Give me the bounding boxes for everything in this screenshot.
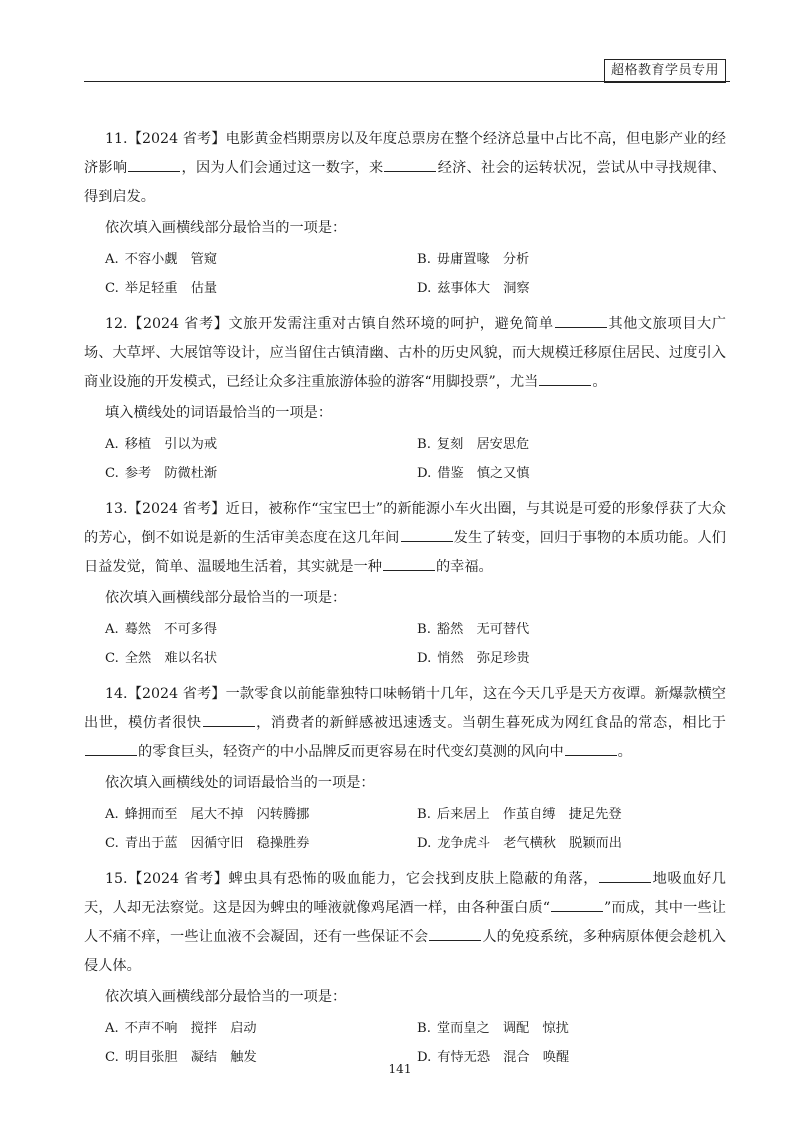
option-letter: A.: [105, 1021, 119, 1036]
stem-text: 蜱虫具有恐怖的吸血能力，它会找到皮肤上隐蔽的角落，: [228, 871, 599, 887]
option-a: [105, 800, 417, 829]
question-stem: [84, 680, 726, 767]
option-letter: A.: [105, 807, 119, 822]
option-letter: D.: [417, 836, 432, 851]
answer-blank: [203, 712, 255, 727]
option-letter: A.: [105, 252, 119, 267]
stem-text: 文旅开发需注重对古镇自然环境的呵护，避免简单: [228, 316, 554, 332]
option-list: [84, 800, 726, 858]
answer-blank: [555, 313, 607, 328]
option-c: [105, 644, 417, 673]
option-letter: C.: [105, 836, 119, 851]
option-text: 全然 难以名状: [124, 651, 218, 666]
option-text: 蓦然 不可多得: [124, 622, 218, 637]
option-list: [84, 615, 726, 673]
option-letter: A.: [105, 437, 119, 452]
option-c: [105, 274, 417, 303]
stem-text: 发生了转变，回归于事物的本质功能。人们日益发觉，简单、温暖地生活着，其实就是一种: [84, 530, 726, 575]
option-text: 明目张胆 凝结 触发: [124, 1050, 257, 1065]
header-divider: [84, 81, 730, 82]
page-number: 141: [388, 1062, 412, 1076]
option-letter: D.: [417, 1050, 432, 1065]
option-b: [417, 615, 726, 644]
option-d: [417, 274, 726, 303]
option-list: [84, 245, 726, 303]
stem-text: 电影黄金档期票房以及年度总票房在整个经济总量中占比不高，但电影产业的经济影响: [84, 131, 726, 176]
answer-blank: [429, 926, 481, 941]
question-11: [84, 125, 726, 303]
option-letter: D.: [417, 466, 432, 481]
stem-text: 其他文旅项目大广场、大草坪、大展馆等设计，应当留住古镇清幽、古朴的历史风貌，而大规模迁移原住居民、过度引入商业设施的开发模式，已经让众多注重旅游体验的游客“用脚投票”，尤当: [84, 316, 726, 390]
stem-text: ，消费者的新鲜感被迅速透支。当朝生暮死成为网红食品的常态，相比于: [255, 715, 726, 731]
option-text: 参考 防微杜渐: [124, 466, 218, 481]
option-text: 堂而皇之 调配 惊扰: [436, 1021, 569, 1036]
option-b: [417, 1014, 726, 1043]
answer-blank: [383, 556, 435, 571]
question-source: 【2024 省考】: [127, 686, 226, 702]
option-d: [417, 459, 726, 488]
option-text: 蜂拥而至 尾大不掉 闪转腾挪: [124, 807, 310, 822]
option-text: 后来居上 作茧自缚 捷足先登: [436, 807, 622, 822]
question-source: 【2024 省考】: [127, 131, 226, 147]
option-d: [417, 829, 726, 858]
option-a: [105, 245, 417, 274]
option-list: [84, 430, 726, 488]
question-stem: [84, 125, 726, 212]
answer-blank: [551, 897, 603, 912]
option-text: 不声不响 搅拌 启动: [124, 1021, 257, 1036]
option-text: 兹事体大 洞察: [437, 281, 530, 296]
stem-text: 。: [617, 744, 632, 760]
question-number: 14.: [105, 686, 128, 702]
question-prompt: 依次填入画横线部分最恰当的一项是：: [105, 989, 347, 1005]
question-prompt: 依次填入画横线部分最恰当的一项是：: [105, 590, 347, 606]
option-letter: B.: [417, 1021, 431, 1036]
stem-text: 经济、社会的运转状况，尝试从中寻找规律、得到启发。: [84, 160, 726, 205]
option-a: [105, 615, 417, 644]
option-c: [105, 829, 417, 858]
option-text: 豁然 无可替代: [436, 622, 530, 637]
option-letter: B.: [417, 252, 431, 267]
option-a: [105, 430, 417, 459]
question-source: 【2024 省考】: [127, 871, 229, 887]
question-prompt: 依次填入画横线部分最恰当的一项是：: [105, 220, 347, 236]
option-c: [105, 459, 417, 488]
answer-blank: [128, 157, 180, 172]
option-b: [417, 245, 726, 274]
option-text: 移植 引以为戒: [124, 437, 218, 452]
option-letter: B.: [417, 437, 431, 452]
option-d: [417, 644, 726, 673]
option-letter: B.: [417, 622, 431, 637]
answer-blank: [401, 527, 453, 542]
question-stem: [84, 495, 726, 582]
header-label: 超格教育学员专用: [604, 59, 726, 83]
question-13: [84, 495, 726, 673]
question-number: 11.: [105, 131, 128, 147]
option-letter: A.: [105, 622, 119, 637]
option-text: 复刻 居安思危: [436, 437, 530, 452]
question-14: [84, 680, 726, 858]
stem-text: 的幸福。: [435, 559, 493, 575]
stem-text: 人的免疫系统，多种病原体便会趁机入侵人体。: [84, 929, 726, 974]
option-letter: B.: [417, 807, 431, 822]
question-prompt: 依次填入画横线处的词语最恰当的一项是：: [105, 775, 375, 791]
stem-text: 的零食巨头，轻资产的中小品牌反而更容易在时代变幻莫测的风向中: [138, 744, 564, 760]
option-letter: C.: [105, 466, 119, 481]
answer-blank: [599, 868, 651, 883]
stem-text: 一款零食以前能靠独特口味畅销十几年，这在今天几乎是天方夜谭。新爆款横空出世，模仿者很快: [84, 686, 726, 731]
stem-text: 。: [592, 374, 607, 390]
stem-text: ，因为人们会通过这一数字，来: [181, 160, 384, 176]
question-prompt: 填入横线处的词语最恰当的一项是：: [105, 405, 333, 421]
question-source: 【2024 省考】: [127, 316, 229, 332]
option-a: [105, 1014, 417, 1043]
stem-text: 地吸血好几天，人却无法察觉。这是因为蜱虫的唾液就像鸡尾酒一样，由各种蛋白质“: [84, 871, 726, 916]
answer-blank: [565, 741, 617, 756]
option-b: [417, 430, 726, 459]
option-letter: D.: [417, 281, 432, 296]
option-text: 不容小觑 管窥: [124, 252, 218, 267]
answer-blank: [384, 157, 436, 172]
answer-blank: [85, 741, 137, 756]
option-text: 悄然 弥足珍贵: [437, 651, 530, 666]
stem-text: ”而成，其中一些让人不痛不痒，一些让血液不会凝固，还有一些保证不会: [84, 900, 726, 945]
question-stem: [84, 310, 726, 397]
option-text: 青出于蓝 因循守旧 稳操胜券: [124, 836, 310, 851]
question-number: 13.: [105, 501, 128, 517]
option-text: 有恃无恐 混合 唤醒: [437, 1050, 570, 1065]
question-15: [84, 865, 726, 1072]
answer-blank: [539, 371, 591, 386]
option-letter: D.: [417, 651, 432, 666]
question-12: [84, 310, 726, 488]
option-text: 借鉴 慎之又慎: [437, 466, 530, 481]
option-letter: C.: [105, 1050, 119, 1065]
stem-text: 近日，被称作“宝宝巴士”的新能源小车火出圈，与其说是可爱的形象俘获了大众的芳心，倒不如说是新的生活审美态度在这几年间: [84, 501, 726, 546]
option-letter: C.: [105, 281, 119, 296]
question-list: [84, 125, 726, 1079]
question-source: 【2024 省考】: [127, 501, 226, 517]
option-b: [417, 800, 726, 829]
option-text: 毋庸置喙 分析: [436, 252, 530, 267]
question-stem: [84, 865, 726, 981]
option-text: 龙争虎斗 老气横秋 脱颖而出: [437, 836, 622, 851]
question-number: 15.: [105, 871, 128, 887]
option-letter: C.: [105, 651, 119, 666]
option-text: 举足轻重 估量: [124, 281, 218, 296]
question-number: 12.: [105, 316, 128, 332]
